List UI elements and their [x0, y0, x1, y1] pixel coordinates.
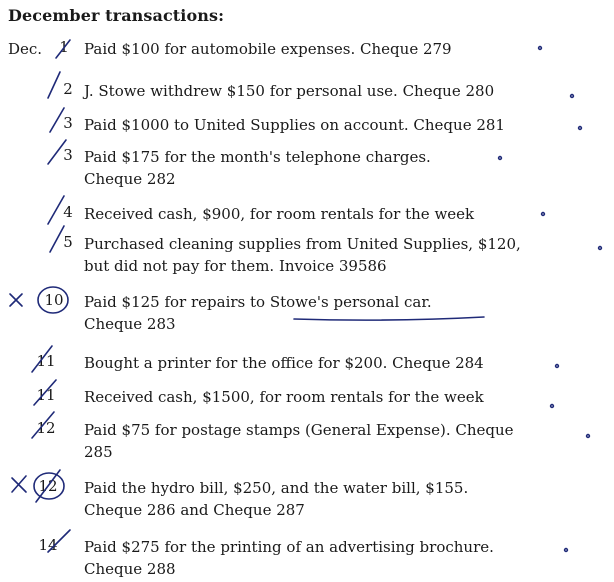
transaction-day: 1 — [59, 38, 69, 56]
transaction-text: Received cash, $1500, for room rentals for the week — [84, 388, 484, 406]
transaction-text: Paid $125 for repairs to Stowe's personal car. Cheque 283 — [84, 293, 432, 333]
transaction-day: 12 — [38, 477, 58, 495]
transaction-day: 2 — [63, 80, 73, 98]
transaction-text: Paid $75 for postage stamps (General Expense). Cheque 285 — [84, 421, 514, 461]
transaction-day: 12 — [36, 419, 56, 437]
transaction-day: 5 — [63, 233, 73, 251]
transaction-text: Paid $275 for the printing of an advertising brochure. Cheque 288 — [84, 538, 494, 578]
transaction-day: 10 — [44, 291, 64, 309]
transaction-day: 4 — [63, 203, 73, 221]
transaction-text: Bought a printer for the office for $200. Cheque 284 — [84, 354, 484, 372]
transaction-text: J. Stowe withdrew $150 for personal use. Cheque 280 — [84, 82, 495, 100]
transaction-text: Paid $175 for the month's telephone charges. Cheque 282 — [84, 148, 431, 188]
transaction-text: Paid $1000 to United Supplies on account. Cheque 281 — [84, 116, 505, 134]
transaction-text: Purchased cleaning supplies from United Supplies, $120, but did not pay for them. Invoice 39586 — [84, 235, 521, 275]
transaction-day: 11 — [36, 386, 56, 404]
transaction-day: 11 — [36, 352, 56, 370]
transaction-text: Paid $100 for automobile expenses. Cheque 279 — [84, 40, 452, 58]
transaction-day: 3 — [63, 146, 73, 164]
transaction-day: 14 — [38, 536, 58, 554]
document-heading: December transactions: — [8, 6, 225, 25]
month-label: Dec. — [8, 40, 43, 58]
transaction-text: Paid the hydro bill, $250, and the water bill, $155. Cheque 286 and Cheque 287 — [84, 479, 469, 519]
transaction-day: 3 — [63, 114, 73, 132]
transaction-text: Received cash, $900, for room rentals for the week — [84, 205, 475, 223]
